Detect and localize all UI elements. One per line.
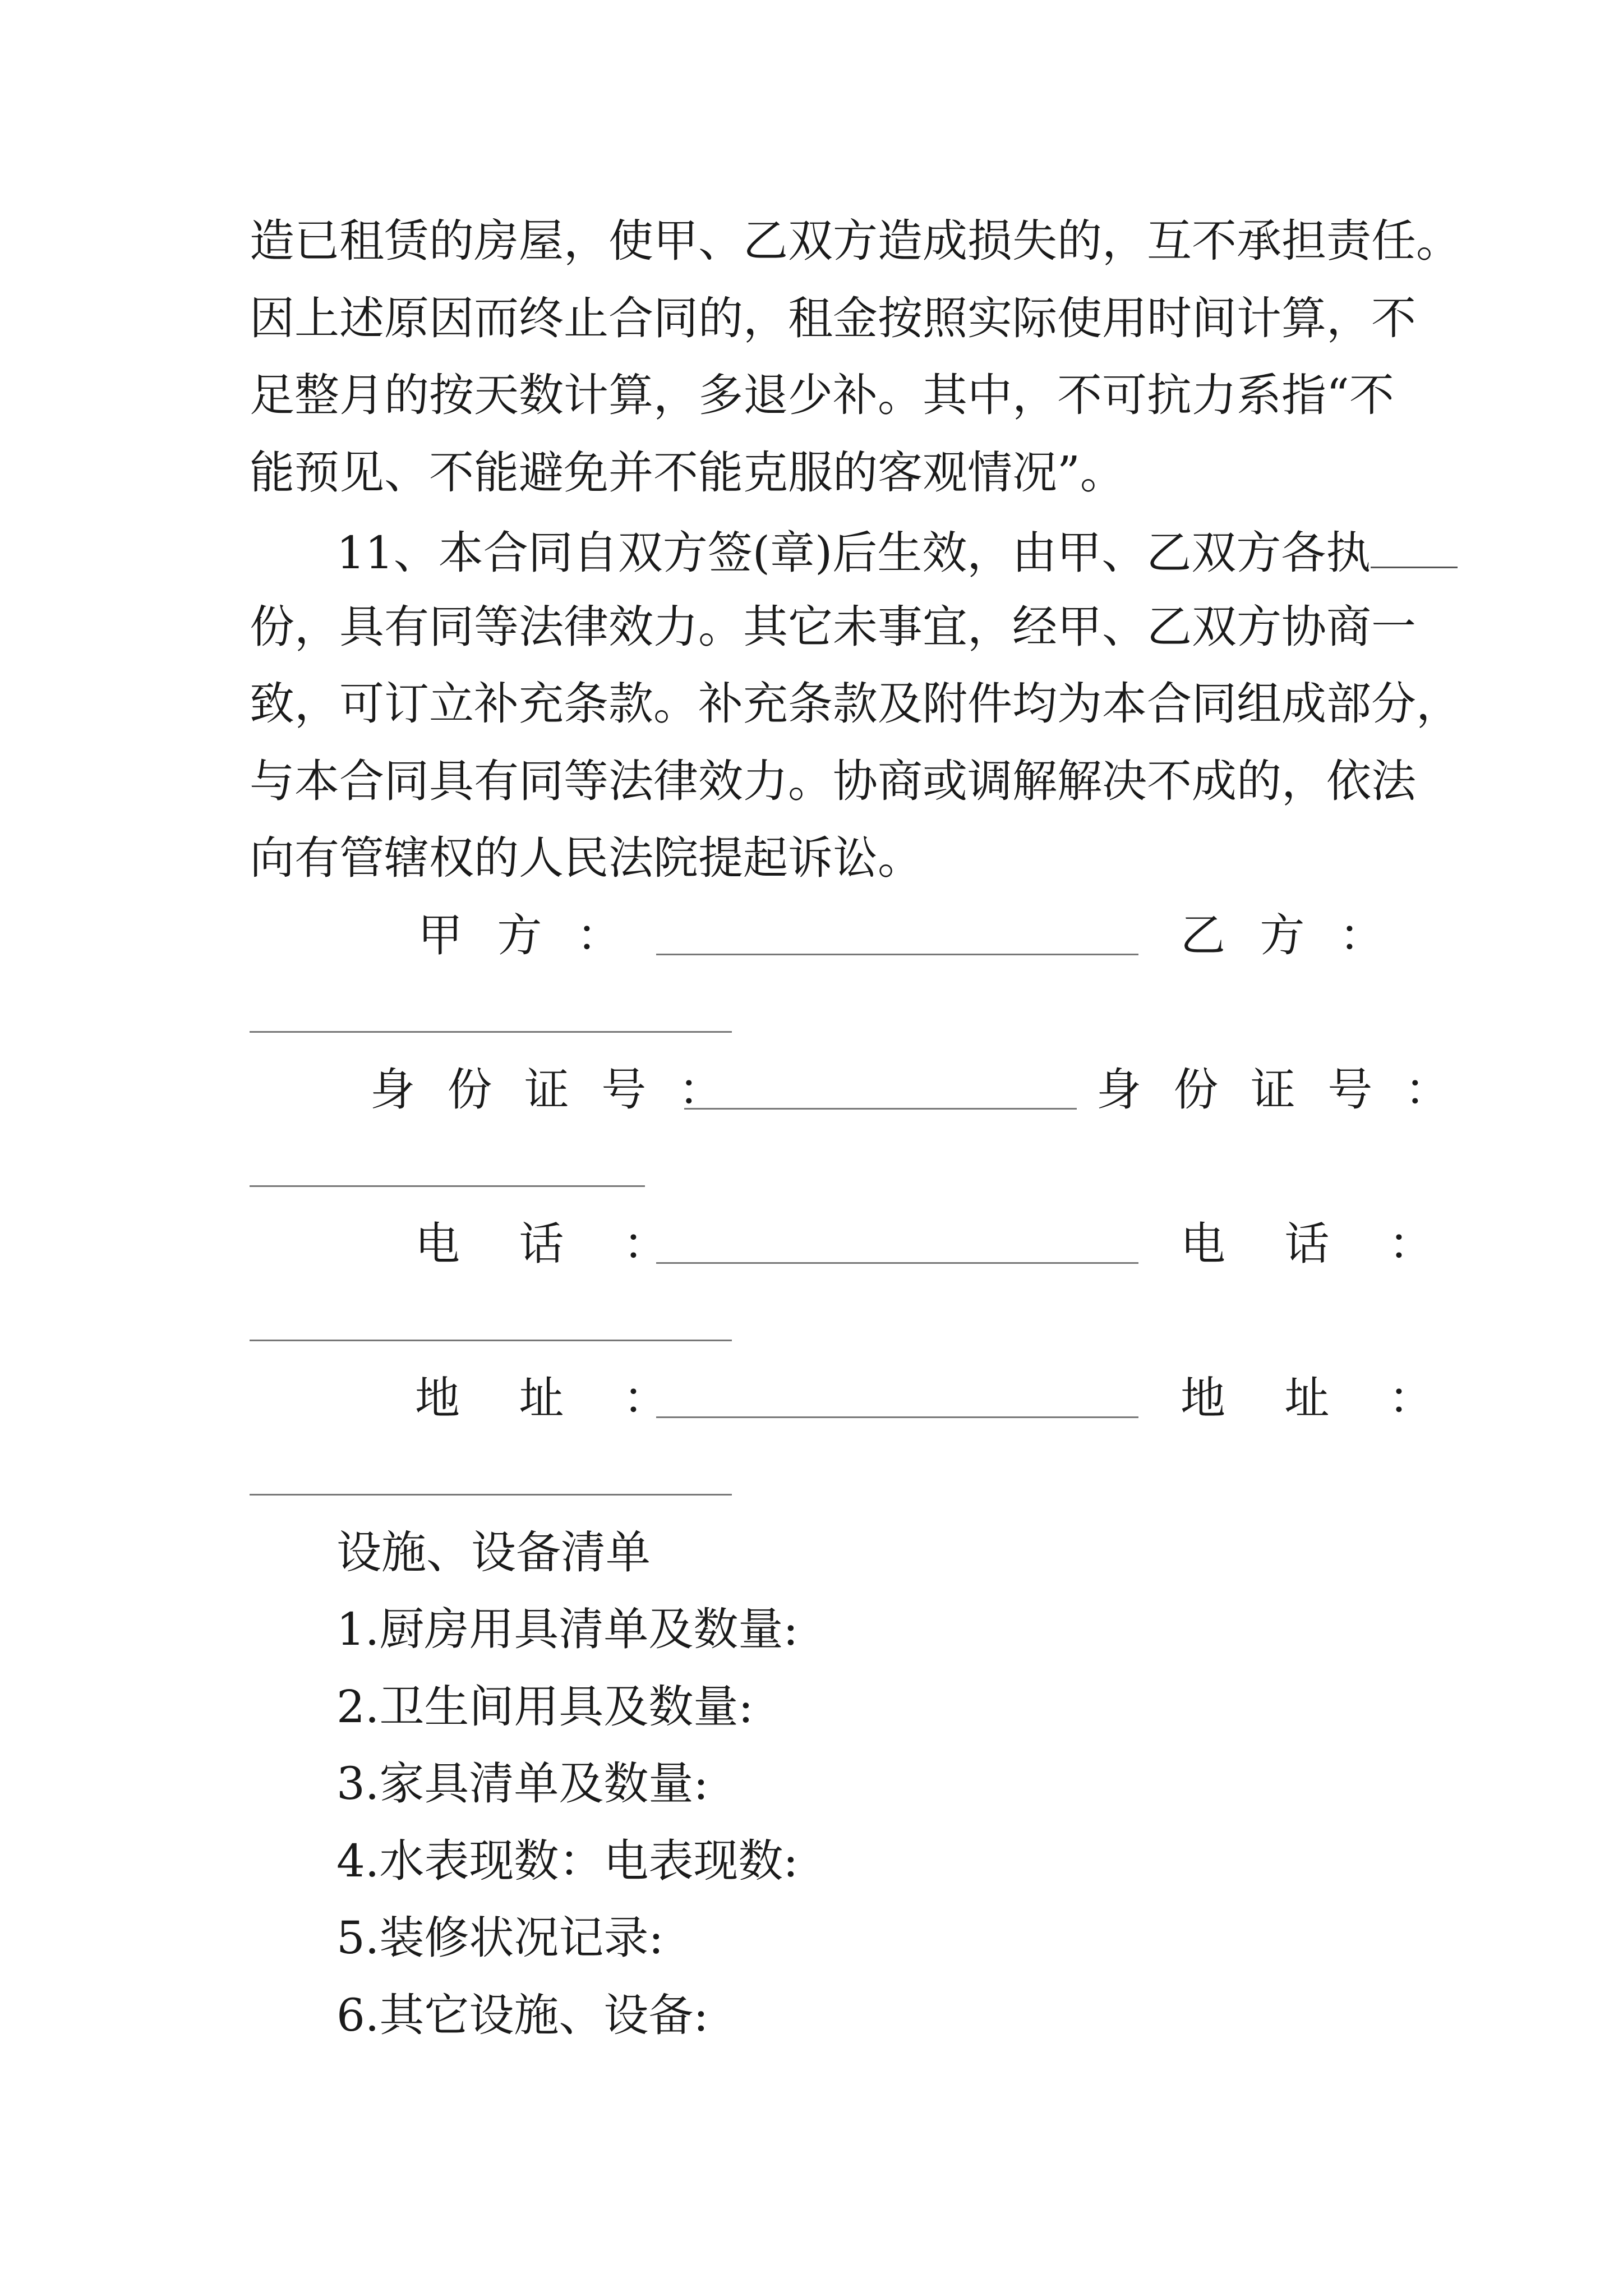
clause-11-text: 11、本合同自双方签(章)后生效，由甲、乙双方各执	[336, 527, 1371, 579]
paragraph-line: 能预见、不能避免并不能克服的客观情况”。	[250, 447, 1125, 499]
id-a-blank	[684, 1108, 1077, 1110]
facilities-heading: 设施、设备清单	[336, 1526, 651, 1579]
party-a-label: 甲 方 ：	[418, 909, 631, 961]
phone-a-blank	[656, 1262, 1138, 1264]
party-b-label: 乙 方 ：	[1181, 909, 1394, 961]
party-a-blank	[656, 954, 1138, 955]
facility-item: 3.家具清单及数量:	[336, 1757, 709, 1810]
id-b-label: 身 份 证 号 ：	[1096, 1064, 1459, 1116]
clause-11-line: 份，具有同等法律效力。其它未事宜，经甲、乙双方协商一	[250, 601, 1416, 653]
facility-item: 2.卫生间用具及数量:	[336, 1681, 754, 1733]
facility-item: 1.厨房用具清单及数量:	[336, 1603, 799, 1655]
facility-item: 5.装修状况记录:	[336, 1912, 664, 1964]
copies-blank	[1371, 522, 1458, 568]
clause-11-line: 与本合同具有同等法律效力。协商或调解解决不成的，依法	[250, 755, 1416, 807]
clause-11-line: 致，可订立补充条款。补充条款及附件均为本合同组成部分，	[250, 678, 1461, 730]
address-a-label: 地 址 ：	[415, 1372, 690, 1424]
phone-b-blank	[250, 1340, 732, 1341]
phone-b-label: 电 话 ：	[1181, 1218, 1456, 1270]
paragraph-line: 造已租赁的房屋，使甲、乙双方造成损失的，互不承担责任。	[250, 215, 1461, 267]
id-b-blank	[250, 1185, 645, 1187]
facility-item: 6.其它设施、设备:	[336, 1989, 709, 2041]
paragraph-line: 因上述原因而终止合同的，租金按照实际使用时间计算，不	[250, 292, 1416, 344]
party-b-blank	[250, 1031, 732, 1033]
facility-item: 4.水表现数：电表现数:	[336, 1835, 799, 1887]
signature-row-phone	[250, 1216, 1456, 1272]
phone-a-label: 电 话 ：	[415, 1218, 690, 1270]
id-a-label: 身 份 证 号 ：	[370, 1064, 732, 1116]
signature-row-party	[250, 908, 1394, 964]
clause-11-line	[336, 522, 1394, 581]
address-b-blank	[250, 1494, 732, 1496]
clause-11-line: 向有管辖权的人民法院提起诉讼。	[250, 832, 923, 884]
address-a-blank	[656, 1416, 1138, 1418]
paragraph-line: 足整月的按天数计算，多退少补。其中，不可抗力系指“不	[250, 369, 1394, 421]
signature-row-id	[250, 1062, 1459, 1118]
signature-row-address	[250, 1370, 1456, 1427]
address-b-label: 地 址 ：	[1181, 1372, 1456, 1424]
